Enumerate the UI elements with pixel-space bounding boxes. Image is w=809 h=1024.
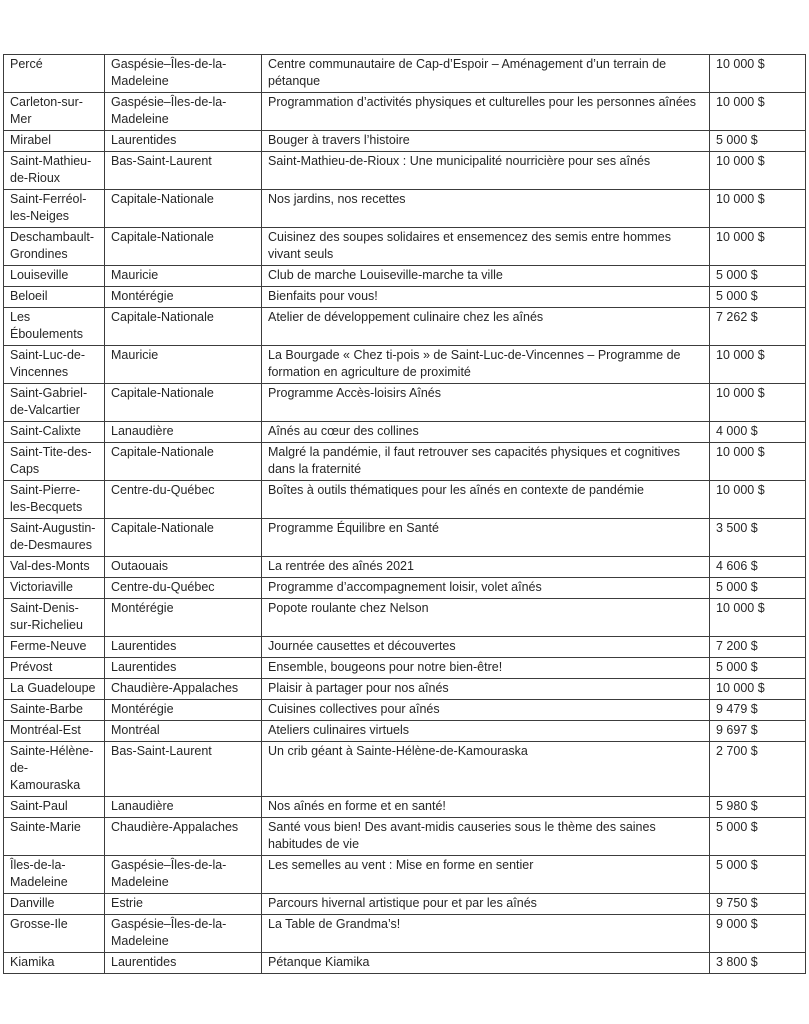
municipality-cell: Sainte-Barbe bbox=[4, 700, 105, 721]
region-cell: Gaspésie–Îles-de-la-Madeleine bbox=[105, 93, 262, 131]
project-cell: Programme d’accompagnement loisir, volet aînés bbox=[262, 578, 710, 599]
table-row bbox=[4, 384, 806, 422]
municipality-cell: Mirabel bbox=[4, 131, 105, 152]
table-row bbox=[4, 797, 806, 818]
municipality-cell: Percé bbox=[4, 55, 105, 93]
amount-cell: 10 000 $ bbox=[710, 443, 806, 481]
project-cell: La rentrée des aînés 2021 bbox=[262, 557, 710, 578]
table-row bbox=[4, 152, 806, 190]
amount-cell: 9 697 $ bbox=[710, 721, 806, 742]
amount-cell: 10 000 $ bbox=[710, 599, 806, 637]
table-row bbox=[4, 700, 806, 721]
amount-cell: 5 000 $ bbox=[710, 856, 806, 894]
table-row bbox=[4, 915, 806, 953]
municipality-cell: Kiamika bbox=[4, 953, 105, 974]
region-cell: Capitale-Nationale bbox=[105, 228, 262, 266]
region-cell: Laurentides bbox=[105, 637, 262, 658]
region-cell: Lanaudière bbox=[105, 422, 262, 443]
project-cell: Cuisines collectives pour aînés bbox=[262, 700, 710, 721]
region-cell: Capitale-Nationale bbox=[105, 384, 262, 422]
project-cell: Bienfaits pour vous! bbox=[262, 287, 710, 308]
project-cell: Cuisinez des soupes solidaires et ensemencez des semis entre hommes vivant seuls bbox=[262, 228, 710, 266]
project-cell: Programmation d’activités physiques et culturelles pour les personnes aînées bbox=[262, 93, 710, 131]
project-cell: Parcours hivernal artistique pour et par les aînés bbox=[262, 894, 710, 915]
municipality-cell: Saint-Pierre-les-Becquets bbox=[4, 481, 105, 519]
project-cell: Ateliers culinaires virtuels bbox=[262, 721, 710, 742]
municipality-cell: Saint-Gabriel-de-Valcartier bbox=[4, 384, 105, 422]
municipality-cell: Saint-Tite-des-Caps bbox=[4, 443, 105, 481]
municipality-cell: Val-des-Monts bbox=[4, 557, 105, 578]
project-cell: Atelier de développement culinaire chez les aînés bbox=[262, 308, 710, 346]
municipality-cell: Ferme-Neuve bbox=[4, 637, 105, 658]
table-row bbox=[4, 308, 806, 346]
municipality-cell: Saint-Denis-sur-Richelieu bbox=[4, 599, 105, 637]
region-cell: Laurentides bbox=[105, 658, 262, 679]
region-cell: Estrie bbox=[105, 894, 262, 915]
municipality-cell: Îles-de-la-Madeleine bbox=[4, 856, 105, 894]
amount-cell: 5 980 $ bbox=[710, 797, 806, 818]
region-cell: Centre-du-Québec bbox=[105, 481, 262, 519]
municipality-cell: Saint-Mathieu-de-Rioux bbox=[4, 152, 105, 190]
municipality-cell: La Guadeloupe bbox=[4, 679, 105, 700]
municipality-cell: Victoriaville bbox=[4, 578, 105, 599]
table-row bbox=[4, 578, 806, 599]
municipality-cell: Sainte-Marie bbox=[4, 818, 105, 856]
project-cell: Aînés au cœur des collines bbox=[262, 422, 710, 443]
table-row bbox=[4, 742, 806, 797]
project-cell: Santé vous bien! Des avant-midis causeries sous le thème des saines habitudes de vie bbox=[262, 818, 710, 856]
municipality-cell: Saint-Calixte bbox=[4, 422, 105, 443]
region-cell: Capitale-Nationale bbox=[105, 443, 262, 481]
region-cell: Outaouais bbox=[105, 557, 262, 578]
table-row bbox=[4, 287, 806, 308]
municipality-cell: Saint-Augustin-de-Desmaures bbox=[4, 519, 105, 557]
project-cell: Les semelles au vent : Mise en forme en sentier bbox=[262, 856, 710, 894]
municipality-cell: Saint-Luc-de-Vincennes bbox=[4, 346, 105, 384]
table-row bbox=[4, 679, 806, 700]
region-cell: Gaspésie–Îles-de-la-Madeleine bbox=[105, 915, 262, 953]
table-row bbox=[4, 637, 806, 658]
project-cell: Nos aînés en forme et en santé! bbox=[262, 797, 710, 818]
region-cell: Capitale-Nationale bbox=[105, 519, 262, 557]
amount-cell: 3 500 $ bbox=[710, 519, 806, 557]
region-cell: Bas-Saint-Laurent bbox=[105, 152, 262, 190]
table-row bbox=[4, 131, 806, 152]
municipality-cell: Danville bbox=[4, 894, 105, 915]
region-cell: Montérégie bbox=[105, 599, 262, 637]
project-cell: Popote roulante chez Nelson bbox=[262, 599, 710, 637]
grants-table-body bbox=[4, 55, 806, 974]
region-cell: Lanaudière bbox=[105, 797, 262, 818]
amount-cell: 10 000 $ bbox=[710, 384, 806, 422]
amount-cell: 7 262 $ bbox=[710, 308, 806, 346]
region-cell: Centre-du-Québec bbox=[105, 578, 262, 599]
amount-cell: 5 000 $ bbox=[710, 287, 806, 308]
table-row bbox=[4, 721, 806, 742]
project-cell: La Bourgade « Chez ti-pois » de Saint-Luc-de-Vincennes – Programme de formation en agriculture de proximité bbox=[262, 346, 710, 384]
region-cell: Chaudière-Appalaches bbox=[105, 818, 262, 856]
project-cell: Boîtes à outils thématiques pour les aînés en contexte de pandémie bbox=[262, 481, 710, 519]
table-row bbox=[4, 190, 806, 228]
amount-cell: 10 000 $ bbox=[710, 190, 806, 228]
amount-cell: 10 000 $ bbox=[710, 679, 806, 700]
region-cell: Mauricie bbox=[105, 266, 262, 287]
table-row bbox=[4, 953, 806, 974]
region-cell: Capitale-Nationale bbox=[105, 190, 262, 228]
municipality-cell: Saint-Paul bbox=[4, 797, 105, 818]
municipality-cell: Saint-Ferréol-les-Neiges bbox=[4, 190, 105, 228]
region-cell: Chaudière-Appalaches bbox=[105, 679, 262, 700]
table-row bbox=[4, 856, 806, 894]
municipality-cell: Carleton-sur-Mer bbox=[4, 93, 105, 131]
municipality-cell: Prévost bbox=[4, 658, 105, 679]
table-row bbox=[4, 443, 806, 481]
grants-table bbox=[3, 54, 806, 974]
table-row bbox=[4, 599, 806, 637]
region-cell: Montréal bbox=[105, 721, 262, 742]
table-row bbox=[4, 228, 806, 266]
municipality-cell: Beloeil bbox=[4, 287, 105, 308]
project-cell: Pétanque Kiamika bbox=[262, 953, 710, 974]
amount-cell: 2 700 $ bbox=[710, 742, 806, 797]
project-cell: Programme Équilibre en Santé bbox=[262, 519, 710, 557]
table-row bbox=[4, 55, 806, 93]
project-cell: Ensemble, bougeons pour notre bien-être! bbox=[262, 658, 710, 679]
project-cell: Saint-Mathieu-de-Rioux : Une municipalité nourricière pour ses aînés bbox=[262, 152, 710, 190]
project-cell: Journée causettes et découvertes bbox=[262, 637, 710, 658]
project-cell: Club de marche Louiseville-marche ta ville bbox=[262, 266, 710, 287]
table-row bbox=[4, 266, 806, 287]
amount-cell: 10 000 $ bbox=[710, 55, 806, 93]
region-cell: Capitale-Nationale bbox=[105, 308, 262, 346]
amount-cell: 9 750 $ bbox=[710, 894, 806, 915]
amount-cell: 7 200 $ bbox=[710, 637, 806, 658]
municipality-cell: Les Éboulements bbox=[4, 308, 105, 346]
table-row bbox=[4, 894, 806, 915]
municipality-cell: Montréal-Est bbox=[4, 721, 105, 742]
amount-cell: 4 606 $ bbox=[710, 557, 806, 578]
amount-cell: 10 000 $ bbox=[710, 346, 806, 384]
amount-cell: 10 000 $ bbox=[710, 481, 806, 519]
municipality-cell: Deschambault-Grondines bbox=[4, 228, 105, 266]
region-cell: Laurentides bbox=[105, 131, 262, 152]
amount-cell: 3 800 $ bbox=[710, 953, 806, 974]
municipality-cell: Grosse-Ile bbox=[4, 915, 105, 953]
table-row bbox=[4, 93, 806, 131]
project-cell: Un crib géant à Sainte-Hélène-de-Kamouraska bbox=[262, 742, 710, 797]
project-cell: Programme Accès-loisirs Aînés bbox=[262, 384, 710, 422]
amount-cell: 5 000 $ bbox=[710, 658, 806, 679]
amount-cell: 5 000 $ bbox=[710, 818, 806, 856]
region-cell: Gaspésie–Îles-de-la-Madeleine bbox=[105, 55, 262, 93]
project-cell: Centre communautaire de Cap-d’Espoir – Aménagement d’un terrain de pétanque bbox=[262, 55, 710, 93]
project-cell: Nos jardins, nos recettes bbox=[262, 190, 710, 228]
region-cell: Montérégie bbox=[105, 700, 262, 721]
table-row bbox=[4, 346, 806, 384]
region-cell: Montérégie bbox=[105, 287, 262, 308]
amount-cell: 5 000 $ bbox=[710, 578, 806, 599]
table-row bbox=[4, 818, 806, 856]
municipality-cell: Louiseville bbox=[4, 266, 105, 287]
region-cell: Laurentides bbox=[105, 953, 262, 974]
table-row bbox=[4, 422, 806, 443]
amount-cell: 9 479 $ bbox=[710, 700, 806, 721]
municipality-cell: Sainte-Hélène-de-Kamouraska bbox=[4, 742, 105, 797]
amount-cell: 5 000 $ bbox=[710, 131, 806, 152]
table-row bbox=[4, 481, 806, 519]
project-cell: Bouger à travers l’histoire bbox=[262, 131, 710, 152]
amount-cell: 5 000 $ bbox=[710, 266, 806, 287]
amount-cell: 9 000 $ bbox=[710, 915, 806, 953]
amount-cell: 10 000 $ bbox=[710, 228, 806, 266]
table-row bbox=[4, 658, 806, 679]
region-cell: Mauricie bbox=[105, 346, 262, 384]
region-cell: Gaspésie–Îles-de-la-Madeleine bbox=[105, 856, 262, 894]
table-row bbox=[4, 519, 806, 557]
table-row bbox=[4, 557, 806, 578]
project-cell: La Table de Grandma’s! bbox=[262, 915, 710, 953]
amount-cell: 10 000 $ bbox=[710, 93, 806, 131]
project-cell: Plaisir à partager pour nos aînés bbox=[262, 679, 710, 700]
project-cell: Malgré la pandémie, il faut retrouver ses capacités physiques et cognitives dans la fraternité bbox=[262, 443, 710, 481]
amount-cell: 10 000 $ bbox=[710, 152, 806, 190]
amount-cell: 4 000 $ bbox=[710, 422, 806, 443]
region-cell: Bas-Saint-Laurent bbox=[105, 742, 262, 797]
